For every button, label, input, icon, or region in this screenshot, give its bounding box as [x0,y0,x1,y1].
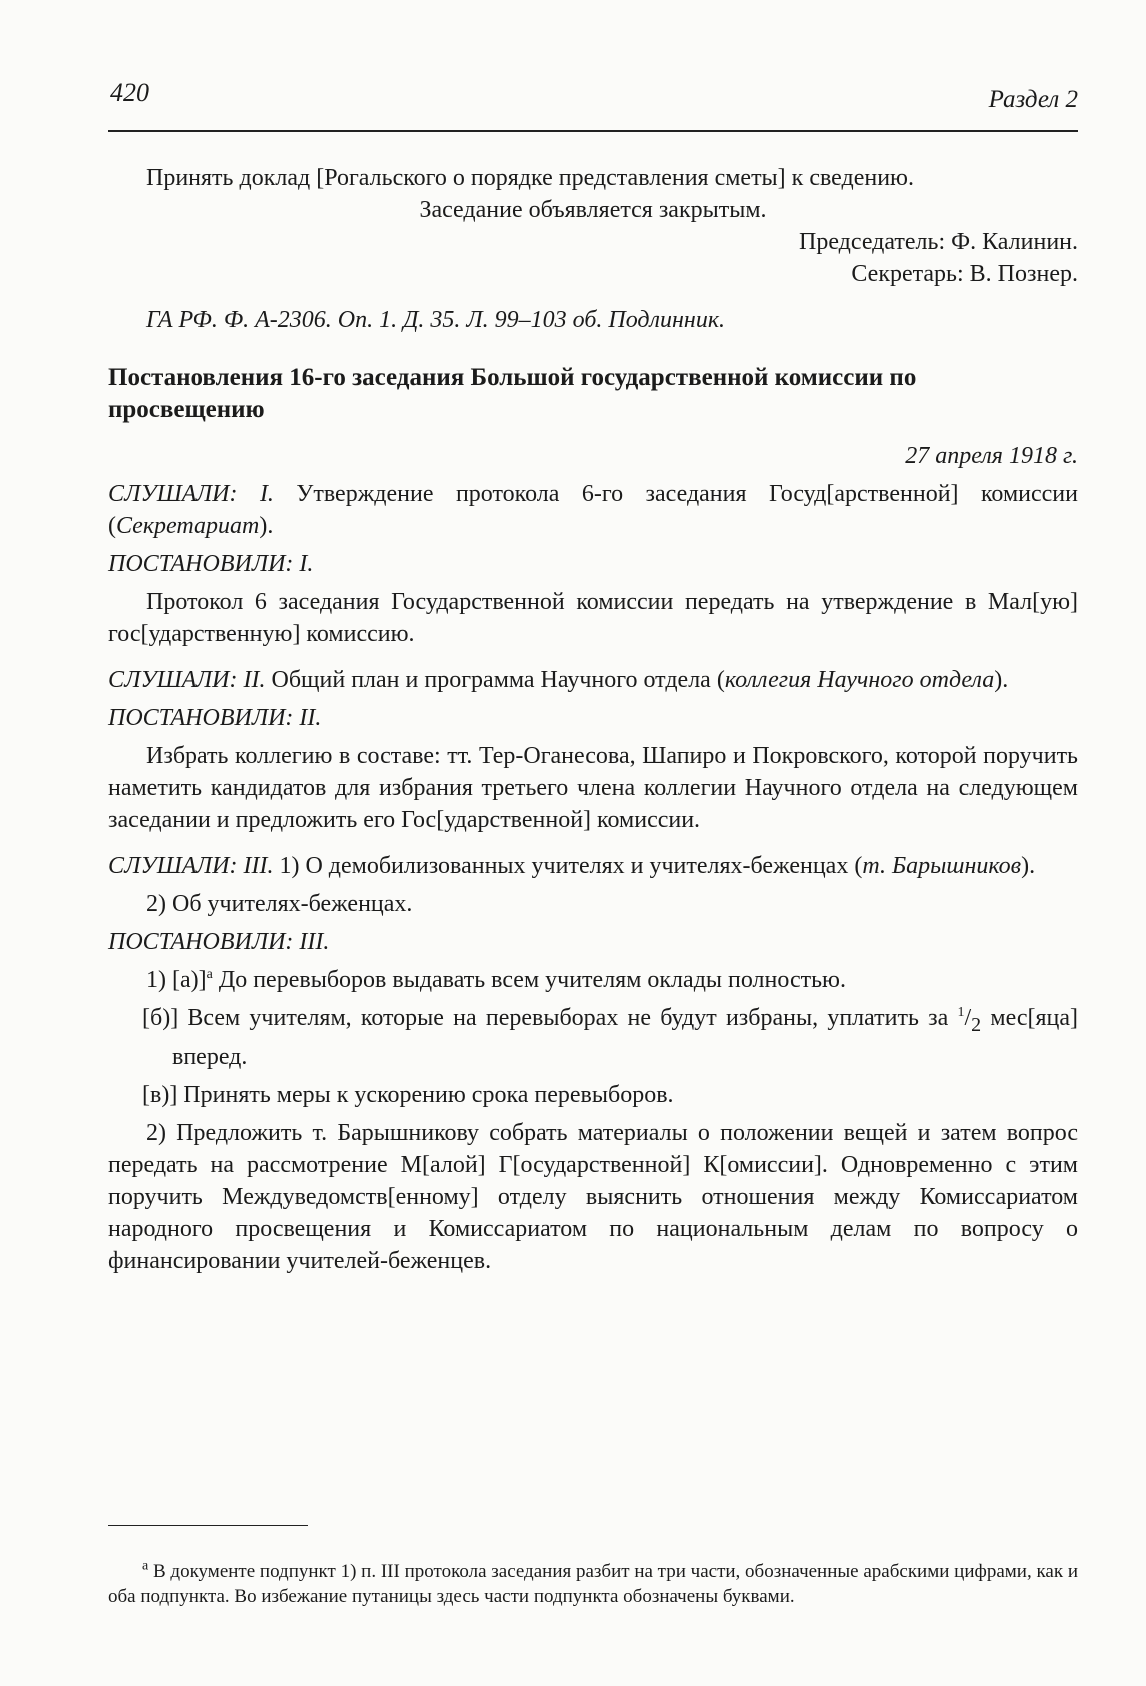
heard-item-1 [108,478,1078,542]
heard-label-2: СЛУШАЛИ: II. [108,667,266,693]
heard-text-2: Общий план и программа Научного отдела ( [265,667,725,693]
heard-text-3: 1) О демобилизованных учителях и учителях-беженцах ( [273,853,863,879]
archive-reference: ГА РФ. Ф. А-2306. Оп. 1. Д. 35. Л. 99–103 об. Подлинник. [146,307,726,333]
resolved-label-1: ПОСТАНОВИЛИ: I. [108,551,314,577]
section-heading: Постановления 16-го заседания Большой государственной комиссии по просвещению [108,364,917,423]
page-header [108,78,1078,132]
resolved-item-1a [108,964,1078,996]
footnote-text: В документе подпункт 1) п. III протокола заседания разбит на три части, обозначенные арабскими цифрами, как и оба подпункта. Во избежание путаницы здесь части подпункта обозначены буквами. [108,1561,1078,1607]
heard-end-3: ). [1021,853,1036,879]
resolved-text-1: Протокол 6 заседания Государственной комиссии передать на утверждение в Мал[ую] гос[ударственную] комиссию. [108,589,1078,647]
heard-end-2: ). [994,667,1009,693]
heard-speaker-3: т. Барышников [862,853,1022,879]
resolved-label-2: ПОСТАНОВИЛИ: II. [108,705,322,731]
fraction-denominator: 2 [971,1013,982,1036]
resolved-text-2: Избрать коллегию в составе: тт. Тер-Оганесова, Шапиро и Покровского, которой поручить наметить кандидатов для избрания третьего члена коллегии Научного отдела на следующем заседании и предложить его Гос[ударственной] комиссии. [108,743,1078,833]
footnote-ref: а [206,967,213,982]
resolved-item-1c: [в)] Принять меры к ускорению срока перевыборов. [142,1081,674,1108]
heard-text-1: Утверждение протокола 6-го заседания Госуд[арственной] комиссии ( [108,481,1078,539]
page-number: 420 [110,78,149,107]
heard-speaker-1: Секретариат [116,513,260,539]
footnote-mark: а [142,1558,149,1574]
page-body [108,162,1078,1277]
paragraph-accept-report: Принять доклад [Рогальского о порядке представления сметы] к сведению. [146,165,914,191]
heard-speaker-2: коллегия Научного отдела [724,667,995,693]
heard-label-3: СЛУШАЛИ: III. [108,853,274,879]
heard-item-3 [108,850,1078,882]
resolved-item-1a-text: До перевыборов выдавать всем учителям оклады полностью. [212,967,846,993]
signature-chair: Председатель: Ф. Калинин. [799,229,1078,255]
heard-item-2 [108,664,1078,696]
resolved-item-1b-end: мес[яца] вперед. [172,1005,1078,1070]
document-date: 27 апреля 1918 г. [905,443,1078,469]
footnote [108,1559,1078,1609]
resolved-item-1b [108,1002,1078,1073]
heard-end-1: ). [259,513,274,539]
footnote-divider [108,1525,308,1526]
resolved-item-1b-text: [б)] Всем учителям, которые на перевыборах не будут избраны, уплатить за [142,1005,958,1031]
resolved-item-1a-prefix: 1) [а)] [146,967,207,993]
heard-label-1: СЛУШАЛИ: I. [108,481,274,507]
heard-subitem-2: 2) Об учителях-беженцах. [146,891,413,917]
paragraph-session-closed: Заседание объявляется закрытым. [419,197,767,223]
signature-secretary: Секретарь: В. Познер. [851,261,1078,287]
fraction-numerator: 1 [957,1005,965,1020]
resolved-item-2: 2) Предложить т. Барышникову собрать материалы о положении вещей и затем вопрос передать на рассмотрение М[алой] Г[осударственной] К[омиссии]. Одновременно с этим поручить Междуведомств[енному] отделу выяснить отношения между Комиссариатом народного просвещения и Комиссариатом по национальным делам по вопросу о финансировании учителей-беженцев. [108,1119,1078,1274]
fraction-one-half: $^1/_2$ [957,1005,982,1036]
resolved-label-3: ПОСТАНОВИЛИ: III. [108,929,330,955]
running-head: Раздел 2 [988,86,1078,113]
